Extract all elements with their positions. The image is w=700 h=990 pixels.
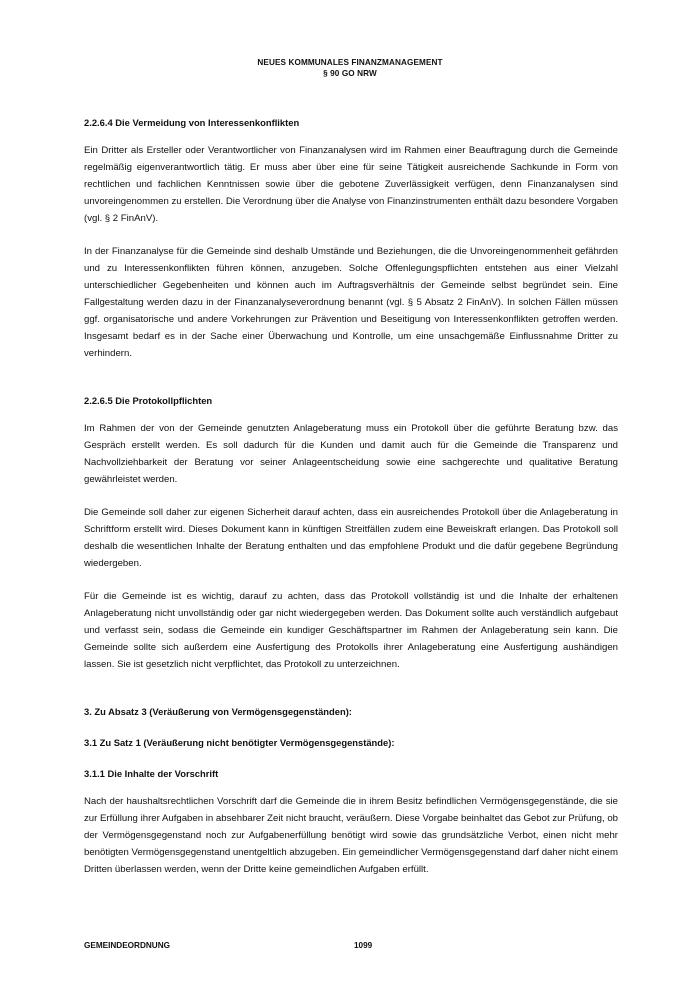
heading-2-2-6-4: 2.2.6.4 Die Vermeidung von Interessenkonflikten (84, 117, 300, 128)
page-body (84, 116, 618, 878)
paragraph: Im Rahmen der von der Gemeinde genutzten Anlageberatung muss ein Protokoll über die geführte Beratung bzw. das Gespräch erstellt werden. Es soll dadurch für die Kunden und damit auch für die Gemeinde die Transparenz und Nachvollziehbarkeit der Beratung vor seiner Anlageentscheidung sowie eine sachgerechte und qualitative Beratung gewährleistet werden. (84, 423, 618, 485)
page-number: 1099 (354, 941, 373, 950)
paragraph: In der Finanzanalyse für die Gemeinde sind deshalb Umstände und Beziehungen, die die Unvoreingenommenheit gefährden und zu Interessenkonflikten führen können, anzugeben. Solche Offenlegungspflichten entstehen aus einer Vielzahl unterschiedlicher Gegebenheiten und können auch im Auftragsverhältnis der Gemeinde selbst begründet sein. Eine Fallgestaltung werden dazu in der Finanzanalyseverordnung benannt (vgl. § 5 Absatz 2 FinAnV). In solchen Fällen müssen ggf. organisatorische und andere Vorkehrungen zur Prävention und Beseitigung von Interessenkonflikten getroffen werden. Insgesamt bedarf es in der Sache einer Überwachung und Kontrolle, um eine unsachgemäße Einflussnahme Dritter zu verhindern. (84, 246, 618, 359)
heading-2-2-6-5: 2.2.6.5 Die Protokollpflichten (84, 395, 213, 406)
heading-3: 3. Zu Absatz 3 (Veräußerung von Vermögensgegenständen): (84, 706, 352, 717)
header-title: NEUES KOMMUNALES FINANZMANAGEMENT (257, 58, 443, 67)
header-section-ref: § 90 GO NRW (323, 69, 377, 78)
paragraph: Die Gemeinde soll daher zur eigenen Sicherheit darauf achten, dass ein ausreichendes Protokoll über die Anlageberatung in Schriftform erstellt wird. Dieses Dokument kann in künftigen Streitfällen zudem eine Beweiskraft erlangen. Das Protokoll soll deshalb die wesentlichen Inhalte der Beratung enthalten und das empfohlene Produkt und die dafür gegebene Begründung wiedergeben. (84, 507, 618, 569)
paragraph: Nach der haushaltsrechtlichen Vorschrift darf die Gemeinde die in ihrem Besitz befindlichen Vermögensgegenstände, die sie zur Erfüllung ihrer Aufgaben in absehbarer Zeit nicht braucht, veräußern. Diese Vorgabe beinhaltet das Gebot zur Prüfung, ob der Vermögensgegenstand noch zur Aufgabenerfüllung benötigt wird sowie das grundsätzliche Verbot, einen nicht mehr benötigten Vermögensgegenstand unentgeltlich abzugeben. Ein gemeindlicher Vermögensgegenstand darf daher nicht einem Dritten überlassen werden, wenn der Dritte keine gemeindlichen Aufgaben erfüllt. (84, 796, 618, 875)
paragraph: Für die Gemeinde ist es wichtig, darauf zu achten, dass das Protokoll vollständig ist und die Inhalte der erhaltenen Anlageberatung nicht unvollständig oder gar nicht wiedergegeben werden. Das Dokument sollte auch verständlich aufgebaut und verfasst sein, sodass die Gemeinde ein kundiger Geschäftspartner im Rahmen der Anlageberatung sein kann. Die Gemeinde sollte sich außerdem eine Ausfertigung des Protokolls ihrer Anlageberatung eine Ausfertigung aushändigen lassen. Sie ist gesetzlich nicht verpflichtet, das Protokoll zu unterzeichnen. (84, 591, 618, 670)
paragraph: Ein Dritter als Ersteller oder Verantwortlicher von Finanzanalysen wird im Rahmen einer Beauftragung durch die Gemeinde regelmäßig eigenverantwortlich tätig. Er muss aber über eine für seine Tätigkeit ausreichende Sachkunde in Form von rechtlichen und fachlichen Kenntnissen sowie über die gebotene Zuverlässigkeit verfügen, denn Finanzanalysen sind unvoreingenommen zu erstellen. Die Verordnung über die Analyse von Finanzinstrumenten enthält dazu besondere Vorgaben (vgl. § 2 FinAnV). (84, 145, 618, 224)
heading-3-1-1: 3.1.1 Die Inhalte der Vorschrift (84, 768, 219, 779)
heading-3-1: 3.1 Zu Satz 1 (Veräußerung nicht benötigter Vermögensgegenstände): (84, 737, 395, 748)
page-header (0, 57, 700, 79)
footer-title: GEMEINDEORDNUNG (84, 941, 170, 950)
